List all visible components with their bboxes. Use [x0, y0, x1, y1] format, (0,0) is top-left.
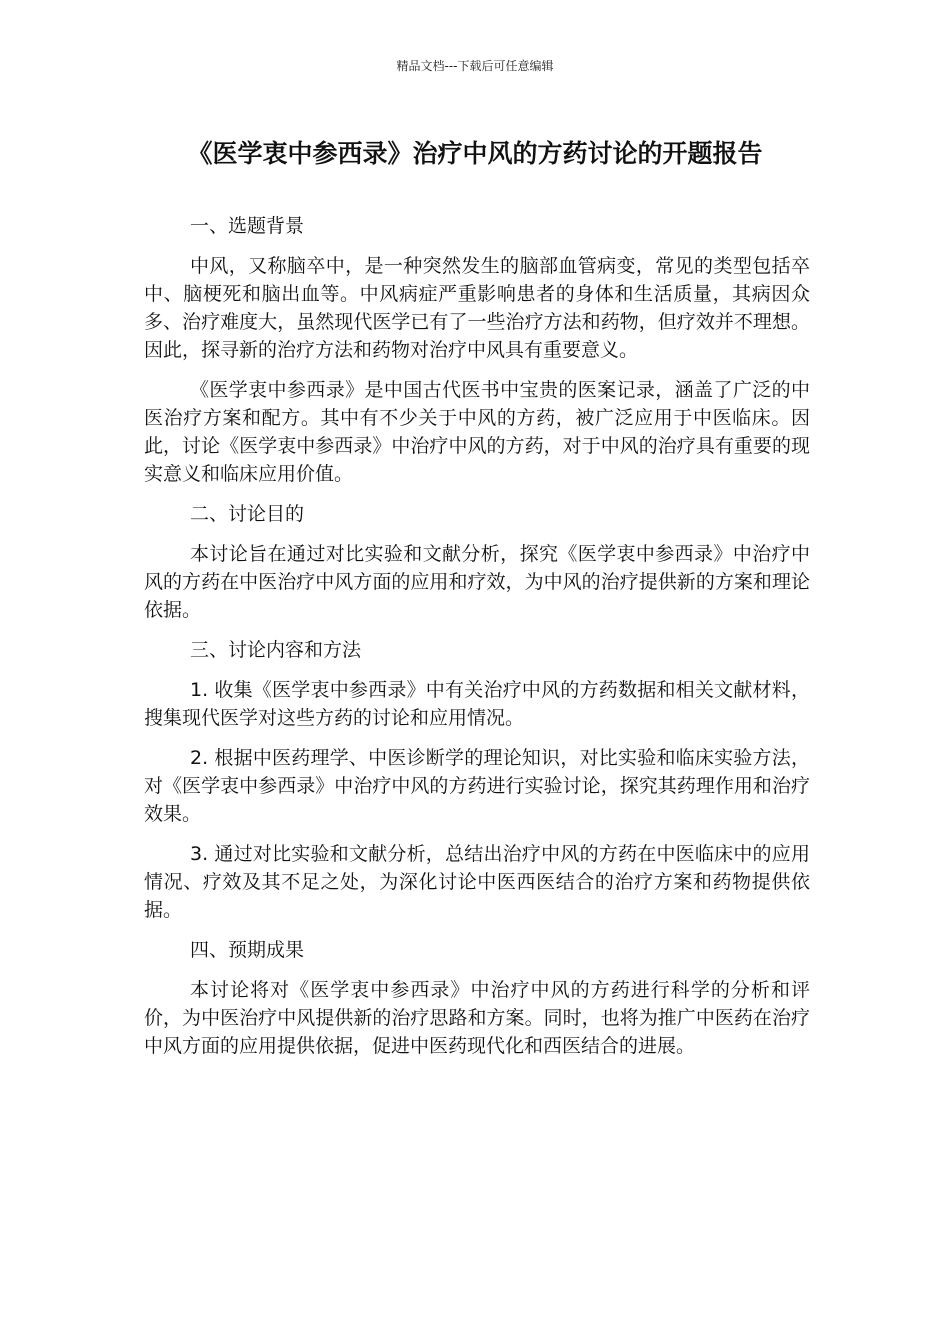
body-paragraph: 本讨论将对《医学衷中参西录》中治疗中风的方药进行科学的分析和评价，为中医治疗中风提供新的治疗思路和方案。同时，也将为推广中医药在治疗中风方面的应用提供依据，促进中医药现代化和西医结合的进展。 — [144, 979, 810, 1057]
section-heading: 一、选题背景 — [190, 215, 305, 237]
section-heading: 三、讨论内容和方法 — [190, 639, 362, 661]
section-expected-results — [144, 936, 810, 1060]
section-purpose — [144, 500, 810, 624]
section-background — [144, 212, 810, 488]
body-paragraph: 本讨论旨在通过对比实验和文献分析，探究《医学衷中参西录》中治疗中风的方药在中医治疗中风方面的应用和疗效，为中风的治疗提供新的方案和理论依据。 — [144, 543, 810, 621]
body-paragraph: 《医学衷中参西录》是中国古代医书中宝贵的医案记录，涵盖了广泛的中医治疗方案和配方。其中有不少关于中风的方药，被广泛应用于中医临床。因此，讨论《医学衷中参西录》中治疗中风的方药，对于中风的治疗具有重要的现实意义和临床应用价值。 — [144, 379, 810, 485]
list-item: 3. 通过对比实验和文献分析，总结出治疗中风的方药在中医临床中的应用情况、疗效及其不足之处，为深化讨论中医西医结合的治疗方案和药物提供依据。 — [144, 843, 810, 921]
document-title: 《医学衷中参西录》治疗中风的方药讨论的开题报告 — [187, 139, 763, 168]
list-item: 2. 根据中医药理学、中医诊断学的理论知识，对比实验和临床实验方法，对《医学衷中参西录》中治疗中风的方药进行实验讨论，探究其药理作用和治疗效果。 — [144, 747, 810, 825]
header-note: 精品文档---下载后可任意编辑 — [396, 59, 554, 73]
list-item: 1. 收集《医学衷中参西录》中有关治疗中风的方药数据和相关文献材料，搜集现代医学对这些方药的讨论和应用情况。 — [144, 679, 810, 729]
document-body — [144, 212, 810, 1072]
section-content-methods — [144, 636, 810, 924]
body-paragraph: 中风，又称脑卒中，是一种突然发生的脑部血管病变，常见的类型包括卒中、脑梗死和脑出血等。中风病症严重影响患者的身体和生活质量，其病因众多、治疗难度大，虽然现代医学已有了一些治疗方法和药物，但疗效并不理想。因此，探寻新的治疗方法和药物对治疗中风具有重要意义。 — [144, 255, 810, 361]
section-heading: 四、预期成果 — [190, 939, 305, 961]
section-heading: 二、讨论目的 — [190, 503, 305, 525]
